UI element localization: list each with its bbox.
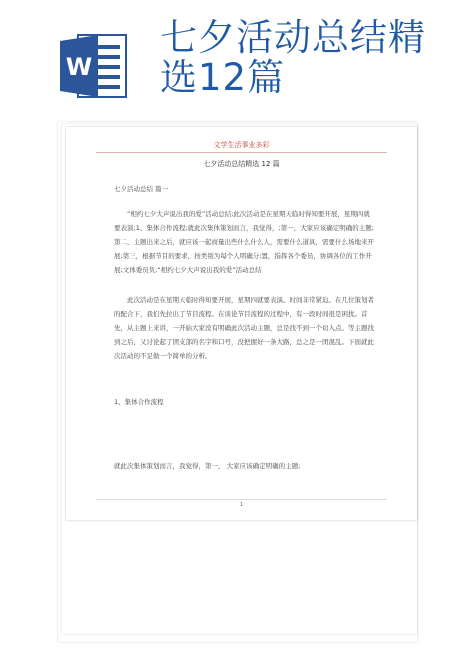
svg-text:W: W: [65, 53, 93, 81]
section-title: 七夕活动总结 篇一: [114, 185, 169, 193]
paragraph-3: 就此次集体策划而言，我觉得，第一， 大家应该确定明确的主题;: [114, 462, 301, 470]
header-divider: [96, 152, 387, 153]
banner-header: [0, 0, 474, 120]
list-item-1: 1、集体合作流程: [114, 398, 164, 406]
footer-divider: [96, 499, 387, 500]
paragraph-2: 此次活动是在星期天临时得知要开展，星期四就要表演。时间非常紧迫。在几位策划者的配合下，我们先拉出了节目流程。在谈论节目流程的过程中，有一段时间很是困扰。首先，从主题上来讲，一开始大家没有明确此次活动主题，总是找不到一个切入点。等主题找到之后，又讨论起了团支部的名字和口号，没把握好一条大路，总之是一团混乱。下面就此次活动的不足做一个简单的分析。: [114, 296, 374, 360]
page-number: 1: [239, 502, 244, 508]
paragraph-1: “相约七夕大声说出我的爱”活动总结;此次活动是在星期天临时得知要开展，星期四就要表演;1、集体合作流程;就此次集体策划而言，我觉得，;第一，大家应该确定明确的主题;第二，主题出来之后，就应该一起商量出些什么什么人，需要什么道具，需要什么场地来开展;第三，根据节目的要求，按类别为每个人明确分;置，指挥各个委员，协调各位的工作开展;文体委员负;“相约七夕大声说出我的爱”活动总结: [114, 210, 374, 274]
document-page: [66, 127, 417, 520]
page-doc-title: 七夕活动总结精选 12 篇: [203, 160, 280, 168]
page-header-text: 文学生活事业多彩: [213, 141, 270, 149]
document-title: 七夕活动总结精选12篇: [160, 16, 426, 99]
word-document-icon: [60, 33, 128, 99]
